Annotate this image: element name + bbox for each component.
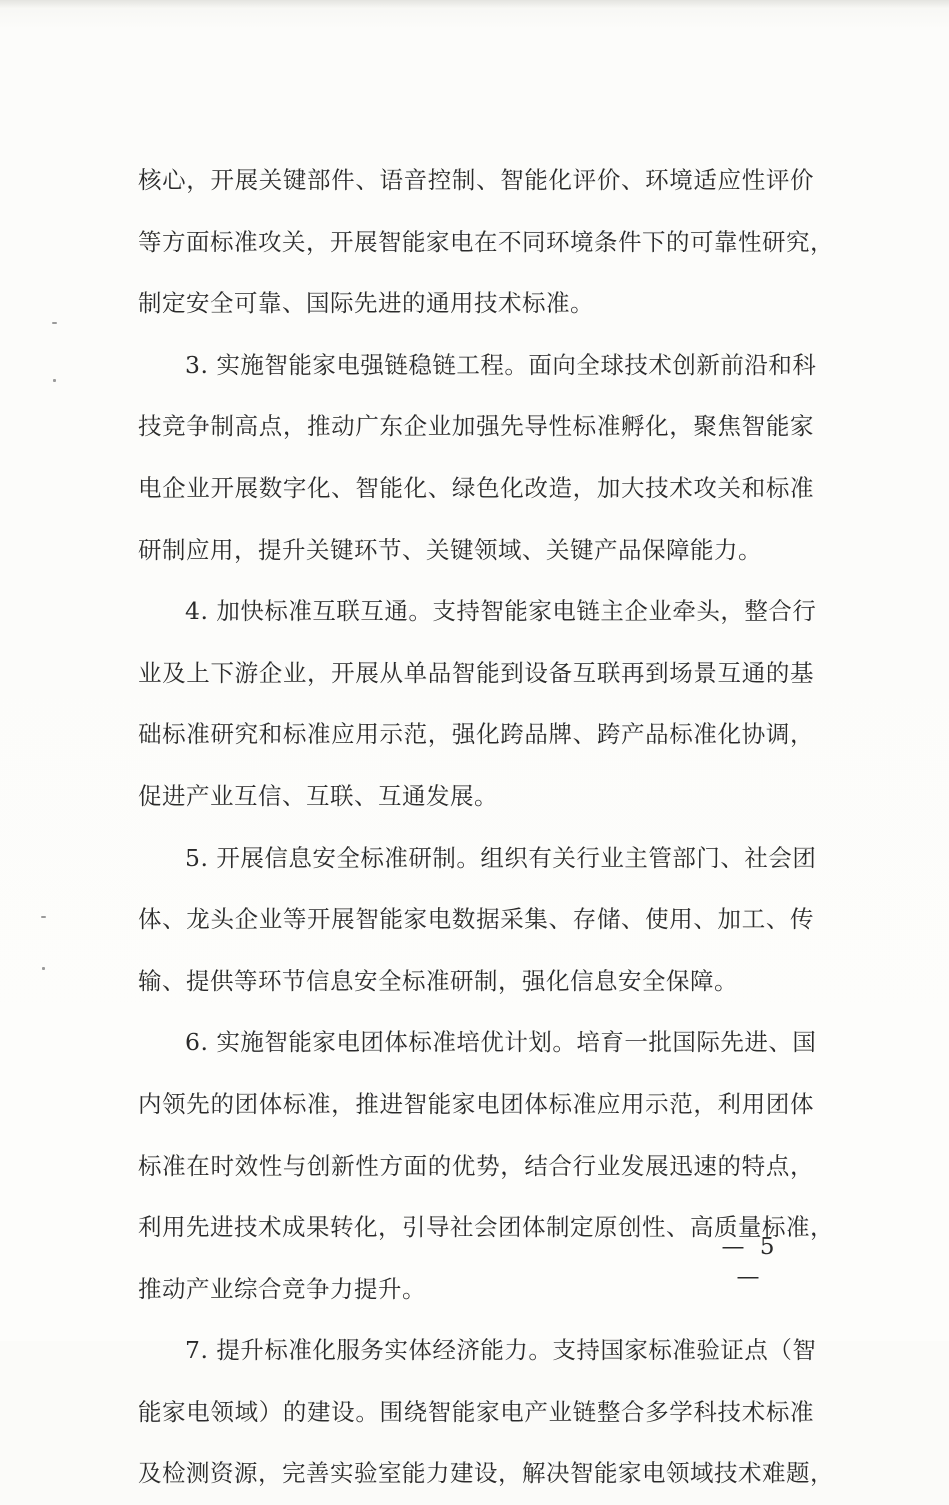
text-line: 标准在时效性与创新性方面的优势，结合行业发展迅速的特点， [138, 1151, 814, 1180]
page-number: — 5 — [721, 1234, 779, 1290]
section-4-heading-line: 4. 加快标准互联互通。支持智能家电链主企业牵头，整合行 [185, 597, 817, 626]
text-line: 研制应用，提升关键环节、关键领域、关键产品保障能力。 [138, 535, 762, 564]
scan-speck [52, 322, 57, 324]
body-text [138, 150, 834, 1505]
scan-speck [42, 967, 45, 970]
text-line: 利用先进技术成果转化，引导社会团体制定原创性、高质量标准， [138, 1213, 834, 1242]
text-line: 础标准研究和标准应用示范，强化跨品牌、跨产品标准化协调， [138, 720, 814, 749]
text-line: 业及上下游企业，开展从单品智能到设备互联再到场景互通的基 [138, 658, 814, 687]
text-line: 推动产业综合竞争力提升。 [138, 1274, 426, 1303]
section-5-heading-line: 5. 开展信息安全标准研制。组织有关行业主管部门、社会团 [185, 843, 817, 872]
text-line: 内领先的团体标准，推进智能家电团体标准应用示范，利用团体 [138, 1089, 814, 1118]
section-6-heading-line: 6. 实施智能家电团体标准培优计划。培育一批国际先进、国 [185, 1028, 817, 1057]
scan-speck [53, 379, 56, 382]
section-3-heading-line: 3. 实施智能家电强链稳链工程。面向全球技术创新前沿和科 [185, 350, 817, 379]
text-line: 电企业开展数字化、智能化、绿色化改造，加大技术攻关和标准 [138, 473, 814, 502]
text-line: 制定安全可靠、国际先进的通用技术标准。 [138, 289, 594, 318]
text-line: 及检测资源，完善实验室能力建设，解决智能家电领域技术难题， [138, 1459, 834, 1488]
section-7-heading-line: 7. 提升标准化服务实体经济能力。支持国家标准验证点（智 [185, 1336, 817, 1365]
text-line: 等方面标准攻关，开展智能家电在不同环境条件下的可靠性研究， [138, 227, 834, 256]
text-line: 体、龙头企业等开展智能家电数据采集、存储、使用、加工、传 [138, 905, 814, 934]
scan-top-edge [0, 0, 949, 8]
text-line: 核心，开展关键部件、语音控制、智能化评价、环境适应性评价 [138, 166, 814, 194]
text-line: 技竞争制高点，推动广东企业加强先导性标准孵化，聚焦智能家 [138, 412, 814, 441]
text-line: 能家电领域）的建设。围绕智能家电产业链整合多学科技术标准 [138, 1397, 814, 1426]
text-line: 促进产业互信、互联、互通发展。 [138, 781, 498, 810]
scan-speck [41, 916, 46, 918]
text-line: 输、提供等环节信息安全标准研制，强化信息安全保障。 [138, 966, 738, 995]
